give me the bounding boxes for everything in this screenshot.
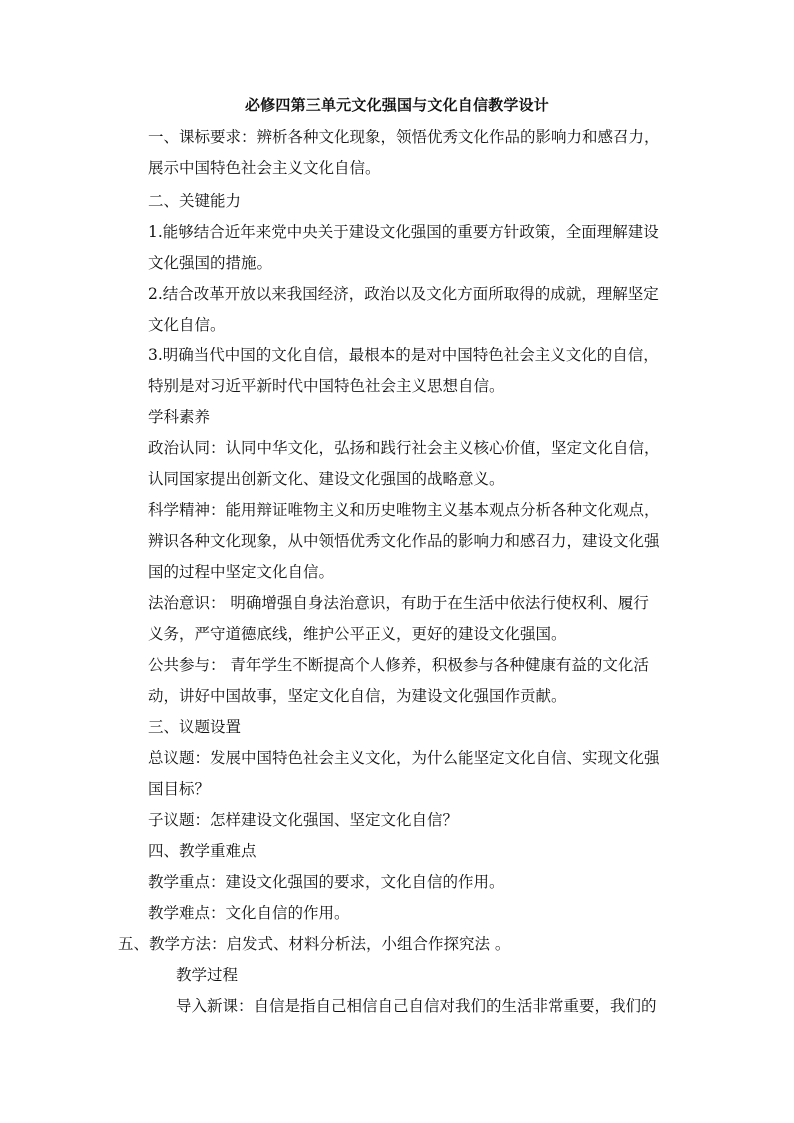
text-line: 国的过程中坚定文化自信。 <box>148 563 335 581</box>
text-line: 特别是对习近平新时代中国特色社会主义思想自信。 <box>148 377 505 395</box>
text-line: 2.结合改革开放以来我国经济，政治以及文化方面所取得的成就，理解坚定 <box>148 285 659 303</box>
text-line: 教学重点：建设文化强国的要求，文化自信的作用。 <box>148 873 505 891</box>
section-heading: 五、教学方法：启发式、材料分析法，小组合作探究法 。 <box>118 935 511 953</box>
text-line: 导入新课：自信是指自己相信自己自信对我们的生活非常重要，我们的 <box>176 997 657 1015</box>
text-line: 义务，严守道德底线，维护公平正义，更好的建设文化强国。 <box>148 625 567 643</box>
text-line: 法治意识： 明确增强自身法治意识，有助于在生活中依法行使权利、履行 <box>148 594 649 612</box>
section-heading: 四、教学重难点 <box>148 842 257 860</box>
text-line: 政治认同：认同中华文化，弘扬和践行社会主义核心价值，坚定文化自信， <box>148 439 660 457</box>
section-heading: 三、议题设置 <box>148 718 242 736</box>
text-line: 一、课标要求：辨析各种文化现象，领悟优秀文化作品的影响力和感召力， <box>148 128 660 146</box>
text-line: 辨识各种文化现象，从中领悟优秀文化作品的影响力和感召力，建设文化强 <box>148 532 660 550</box>
section-heading: 学科素养 <box>148 408 211 426</box>
text-line: 国目标？ <box>148 780 211 798</box>
text-line: 总议题：发展中国特色社会主义文化，为什么能坚定文化自信、实现文化强 <box>148 749 660 767</box>
text-line: 子议题：怎样建设文化强国、坚定文化自信？ <box>148 811 459 829</box>
text-line: 文化自信。 <box>148 316 226 334</box>
text-line: 科学精神：能用辩证唯物主义和历史唯物主义基本观点分析各种文化观点， <box>148 501 660 519</box>
text-line: 文化强国的措施。 <box>148 254 273 272</box>
section-heading: 二、关键能力 <box>148 192 242 210</box>
document-title: 必修四第三单元文化强国与文化自信教学设计 <box>244 96 549 114</box>
text-line: 3.明确当代中国的文化自信，最根本的是对中国特色社会主义文化的自信， <box>148 346 659 364</box>
text-line: 展示中国特色社会主义文化自信。 <box>148 159 381 177</box>
section-heading: 教学过程 <box>176 966 239 984</box>
text-line: 认同国家提出创新文化、建设文化强国的战略意义。 <box>148 470 505 488</box>
text-line: 教学难点：文化自信的作用。 <box>148 904 350 922</box>
text-line: 动，讲好中国故事，坚定文化自信，为建设文化强国作贡献。 <box>148 687 567 705</box>
text-line: 1.能够结合近年来党中央关于建设文化强国的重要方针政策，全面理解建设 <box>148 223 659 241</box>
text-line: 公共参与： 青年学生不断提高个人修养，积极参与各种健康有益的文化活 <box>148 656 649 674</box>
